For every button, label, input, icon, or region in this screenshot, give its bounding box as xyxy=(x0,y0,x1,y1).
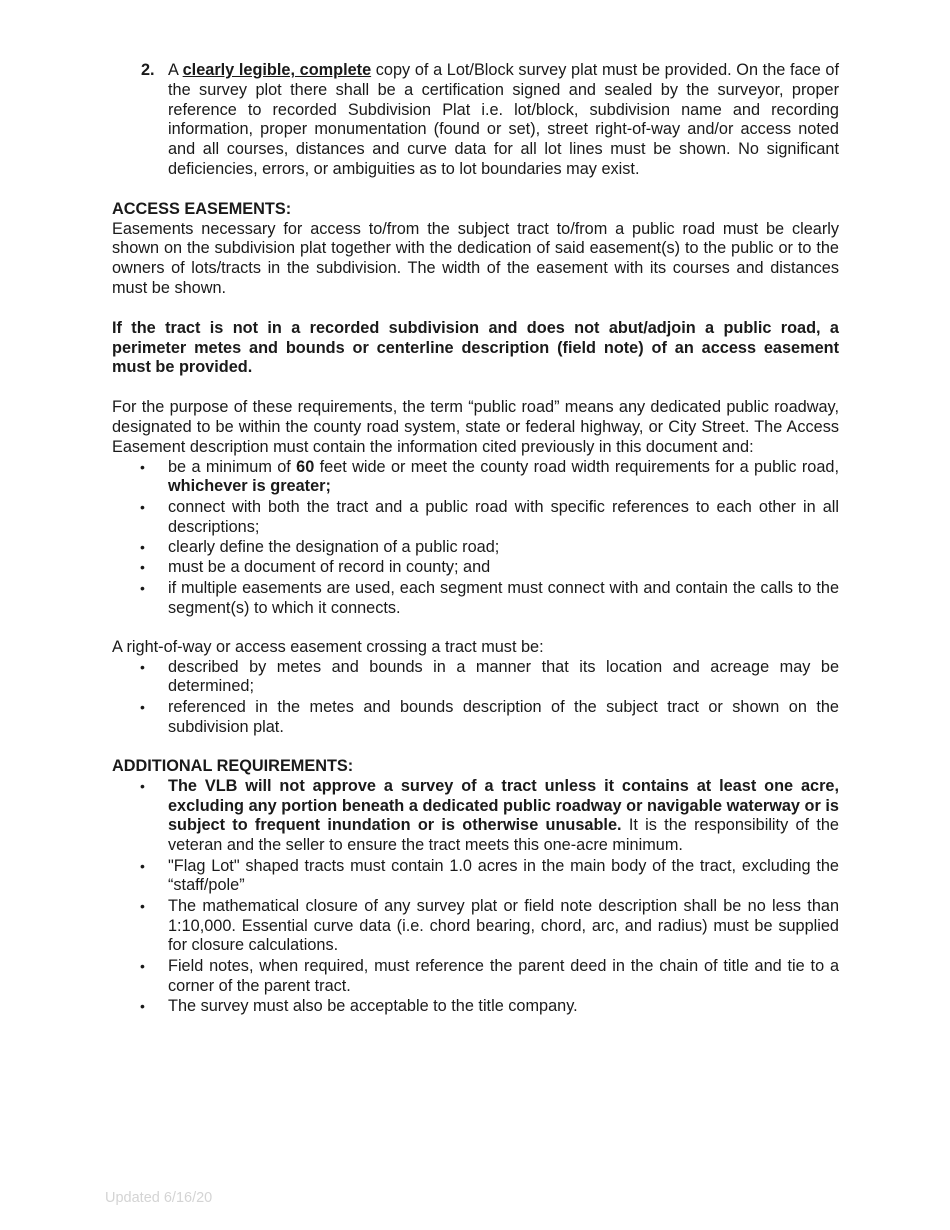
list-item: • be a minimum of 60 feet wide or meet the county road width requirements for a public road, whichever is greater; xyxy=(140,457,839,496)
emphasis-underline: clearly legible, complete xyxy=(182,61,372,79)
document-page xyxy=(112,61,839,1017)
item-number: 2. xyxy=(141,61,155,79)
bullet-icon: • xyxy=(140,698,145,715)
list-item: • The survey must also be acceptable to the title company. xyxy=(140,997,578,1015)
access-paragraph-1: Easements necessary for access to/from the subject tract to/from a public road must be clearly shown on the subdivision plat together with the dedication of said easement(s) to the public or to the owners of lots/tracts in the subdivision. The width of the easement with its courses and distances must be shown. xyxy=(112,219,839,297)
list-item: • The mathematical closure of any survey plat or field note description shall be no less than 1:10,000. Essential curve data (i.e. chord bearing, chord, arc, and radius) must be supplied for closure calculations. xyxy=(140,896,839,955)
bullet-icon: • xyxy=(140,538,145,555)
list-item: • must be a document of record in county; and xyxy=(140,558,491,577)
bullet-icon: • xyxy=(140,559,145,576)
bullet-icon: • xyxy=(140,777,145,794)
bullet-icon: • xyxy=(140,498,145,515)
list-item: • "Flag Lot" shaped tracts must contain 1.0 acres in the main body of the tract, excluding the “staff/pole” xyxy=(140,856,839,895)
additional-requirements-list xyxy=(112,777,839,1017)
list-item: • if multiple easements are used, each segment must connect with and contain the calls to the segment(s) to which it connects. xyxy=(140,578,839,617)
bullet-icon: • xyxy=(140,579,145,596)
access-easements-heading: ACCESS EASEMENTS: xyxy=(112,199,292,218)
list-item: • connect with both the tract and a public road with specific references to each other in all descriptions; xyxy=(140,497,839,536)
list-item: • referenced in the metes and bounds description of the subject tract or shown on the subdivision plat. xyxy=(140,697,839,736)
additional-requirements-heading: ADDITIONAL REQUIREMENTS: xyxy=(112,757,354,776)
list-item: • described by metes and bounds in a manner that its location and acreage may be determined; xyxy=(140,657,839,696)
updated-footer: Updated 6/16/20 xyxy=(105,1190,213,1206)
list-item: • Field notes, when required, must reference the parent deed in the chain of title and tie to a corner of the parent tract. xyxy=(140,956,839,995)
access-requirements-list xyxy=(112,458,839,619)
bullet-icon: • xyxy=(140,897,145,914)
access-bold-paragraph: If the tract is not in a recorded subdivision and does not abut/adjoin a public road, a perimeter metes and bounds or centerline description (field note) of an access easement must be provided. xyxy=(112,318,839,377)
bullet-icon: • xyxy=(140,458,145,475)
bullet-icon: • xyxy=(140,658,145,675)
access-paragraph-2: For the purpose of these requirements, the term “public road” means any dedicated public roadway, designated to be within the county road system, state or federal highway, or City Street. The Access Easement description must contain the information cited previously in this document and: xyxy=(112,398,839,456)
list-item: • clearly define the designation of a public road; xyxy=(140,537,500,556)
numbered-item-2: 2. A clearly legible, complete copy of a Lot/Block survey plat must be provided. On the face of the survey plot there shall be a certification signed and sealed by the surveyor, proper reference to recorded Subdivision Plat i.e. lot/block, subdivision name and recording information, proper monumentation (found or set), street right-of-way and/or access noted and all courses, distances and curve data for all lot lines must be shown. No significant deficiencies, errors, or ambiguities as to lot boundaries may exist. xyxy=(141,61,839,178)
bullet-icon: • xyxy=(140,957,145,974)
right-of-way-intro: A right-of-way or access easement crossing a tract must be: xyxy=(112,637,544,656)
bullet-icon: • xyxy=(140,998,145,1014)
right-of-way-list xyxy=(112,658,839,738)
list-item: • The VLB will not approve a survey of a tract unless it contains at least one acre, excluding any portion beneath a dedicated public roadway or navigable waterway or is subject to frequent inundation or is otherwise unusable. It is the responsibility of the veteran and the seller to ensure the tract meets this one-acre minimum. xyxy=(140,776,839,855)
bullet-icon: • xyxy=(140,857,145,874)
